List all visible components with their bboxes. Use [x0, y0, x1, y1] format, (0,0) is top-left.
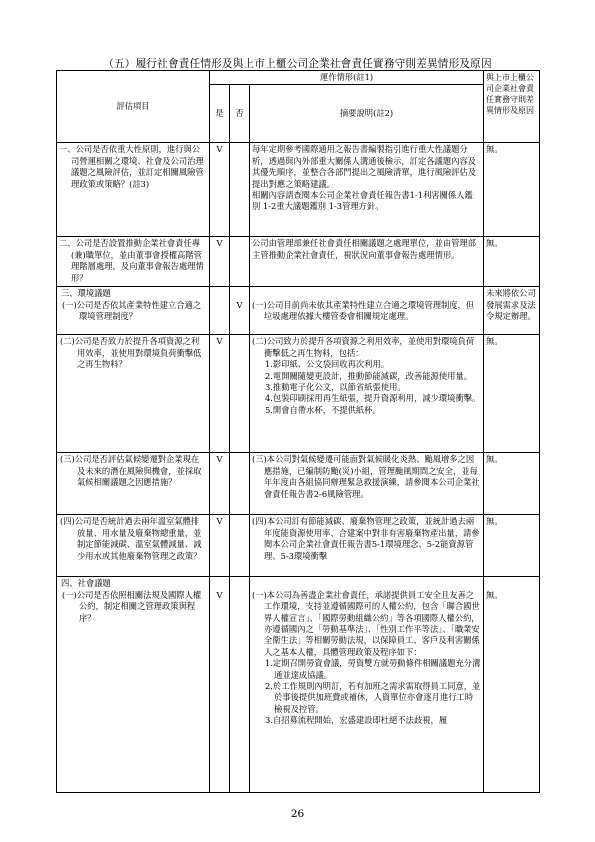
item-cell: (二)公司是否致力於提升各項資源之利用效率，並使用對環境負荷衝擊低之再生物料？ [57, 335, 210, 453]
summary-cell: (四)本公司訂有節能減碳、廢棄物管理之政策，並統計過去兩年度能資源使用率、合建案中對非有害廢棄物產出量，請參閱本公司企業社會責任報告書5-1環境理念、5-2能資源管理、5-3環境衝擊 [250, 515, 484, 577]
table-row [57, 577, 540, 793]
header-item: 評估項目 [57, 71, 210, 143]
summary-text: (二)公司致力於提升各項資源之利用效率，並使用對環境負荷衝擊低之再生物料，包括： [252, 336, 475, 358]
table-row [57, 143, 540, 237]
summary-cell: 公司由管理部兼任社會責任相關議題之處理單位，並由管理部主管推動企業社會責任，視狀況向董事會報告處理情形。 [250, 237, 484, 287]
diff-cell: 無。 [484, 143, 540, 237]
table-row [57, 287, 540, 335]
item-cell: (四)公司是否統計過去兩年溫室氣體排放量、用水量及廢棄物總重量，並制定節能減碳、溫室氣體減量、減少用水或其他廢棄物管理之政策？ [57, 515, 210, 577]
item-cell [57, 577, 210, 793]
item-cell: 一、公司是否依重大性原則，進行與公司營運相關之環境、社會及公司治理議題之風險評估，並訂定相關風險管理政策或策略？(註3) [57, 143, 210, 237]
list-item: 1.影印紙、公文袋回收再次利用。 [265, 359, 390, 370]
table-row [57, 335, 540, 453]
section-heading: 四、社會議題 [61, 578, 111, 589]
item-cell: (三)公司是否評估氣候變遷對企業現在及未來的潛在風險與機會，並採取氣候相關議題之因應措施？ [57, 453, 210, 515]
yes-cell: V [210, 335, 230, 453]
list-item: 5.開會自帶水杯，不提供紙杯。 [265, 404, 381, 415]
no-cell [230, 237, 250, 287]
summary-text: 每年定期參考國際通用之報告書編製指引進行重大性議題分析，透過與內外部重大關係人溝通後檢示，訂定各議題內容及其優先順序，並整合各部門提出之風險清單，進行風險評估及提出對應之策略建議。 [252, 144, 477, 189]
no-cell: V [230, 287, 250, 335]
yes-cell: V [210, 577, 230, 793]
diff-cell: 無。 [484, 577, 540, 793]
no-cell [230, 143, 250, 237]
table-row [57, 515, 540, 577]
table-row [57, 237, 540, 287]
header-status: 運作情形(註1) [210, 71, 484, 85]
diff-cell: 無。 [484, 515, 540, 577]
header-summary: 摘要說明(註2) [250, 85, 484, 143]
summary-cell [250, 577, 484, 793]
header-no: 否 [230, 85, 250, 143]
no-cell [230, 577, 250, 793]
summary-cell: (三)本公司對氣候變遷可能面對氣候暖化炎熱、颱風增多之因應措施，已編制防颱(災)小組，管理颱風期間之安全，並每年年度由各組協同辦理緊急救援演練，請參閱本公司企業社會責任報告書2-6風險管理。 [250, 453, 484, 515]
yes-cell: V [210, 143, 230, 237]
yes-cell: V [210, 515, 230, 577]
list-item: 1.定期召開勞資會議，勞資雙方就勞動條件相關議題充分溝通並達成協議。 [265, 658, 481, 680]
item-text: (一)公司是否依其產業特性建立合適之環境管理制度？ [62, 299, 202, 322]
header-yes: 是 [210, 85, 230, 143]
item-text: (一)公司是否依照相關法規及國際人權公約，制定相關之管理政策與程序？ [62, 589, 202, 623]
section-heading: 三、環境議題 [61, 288, 111, 299]
no-cell [230, 515, 250, 577]
diff-cell: 無。 [484, 335, 540, 453]
diff-cell: 無。 [484, 453, 540, 515]
list-item: 4.包裝印刷採用再生紙張，提升資源利用，減少環境衝擊。 [265, 393, 481, 404]
summary-cell: (一)公司目前尚未依其產業特性建立合適之環境管理制度，但垃圾處理依據大樓管委會相關規定處理。 [250, 287, 484, 335]
yes-cell: V [210, 453, 230, 515]
diff-cell: 無。 [484, 237, 540, 287]
list-item: 3.推動電子化公文，以節省紙張使用。 [265, 382, 406, 393]
list-item: 2.於工作規則內明訂，若有加班之需求需取得員工同意，並於事後提供加班費或補休，人資單位亦會逐月進行工時檢視及控管。 [265, 681, 481, 714]
page-number: 26 [290, 808, 305, 820]
list-item: 3.自招募流程開始，宏盛建設即杜絕不法歧視，履 [265, 715, 448, 726]
diff-cell: 未來將依公司發展需求及法令規定辦理。 [484, 287, 540, 335]
summary-cell [250, 143, 484, 237]
section-title: （五）履行社會責任情形及與上市上櫃公司企業社會責任實務守則差異情形及原因 [103, 58, 492, 70]
yes-cell [210, 287, 230, 335]
item-cell [57, 287, 210, 335]
item-cell: 二、公司是否設置推動企業社會責任專(兼)職單位，並由董事會授權高階管理階層處理，及向董事會報告處理情形？ [57, 237, 210, 287]
no-cell [230, 335, 250, 453]
no-cell [230, 453, 250, 515]
summary-text: (一)本公司為善盡企業社會責任，承諾提供員工安全且友善之工作環境，支持並遵循國際可的人權公約，包含「聯合國世界人權宣言」、「國際勞動組織公約」等各項國際人權公約，亦遵循國內之「勞動基準法」、「性別工作平等法」、「職業安全衛生法」等相關勞動法規，以保障員工、客戶及利害關係人之基本人權，具體管理政策及程序如下： [252, 589, 480, 657]
summary-text-2: 相關內容請查閱本公司企業社會責任報告書1-1利害關係人鑑別 1-2重大議題鑑別 1-3管理方針。 [252, 190, 473, 212]
list-item: 2.電開關隨變更設計，推動節能減碳，改善能源使用量。 [265, 370, 473, 381]
summary-cell [250, 335, 484, 453]
yes-cell: V [210, 237, 230, 287]
csr-table [56, 70, 540, 793]
header-diff: 與上市上櫃公司企業社會責任實務守則差異情形及原因 [484, 71, 540, 143]
table-row [57, 453, 540, 515]
